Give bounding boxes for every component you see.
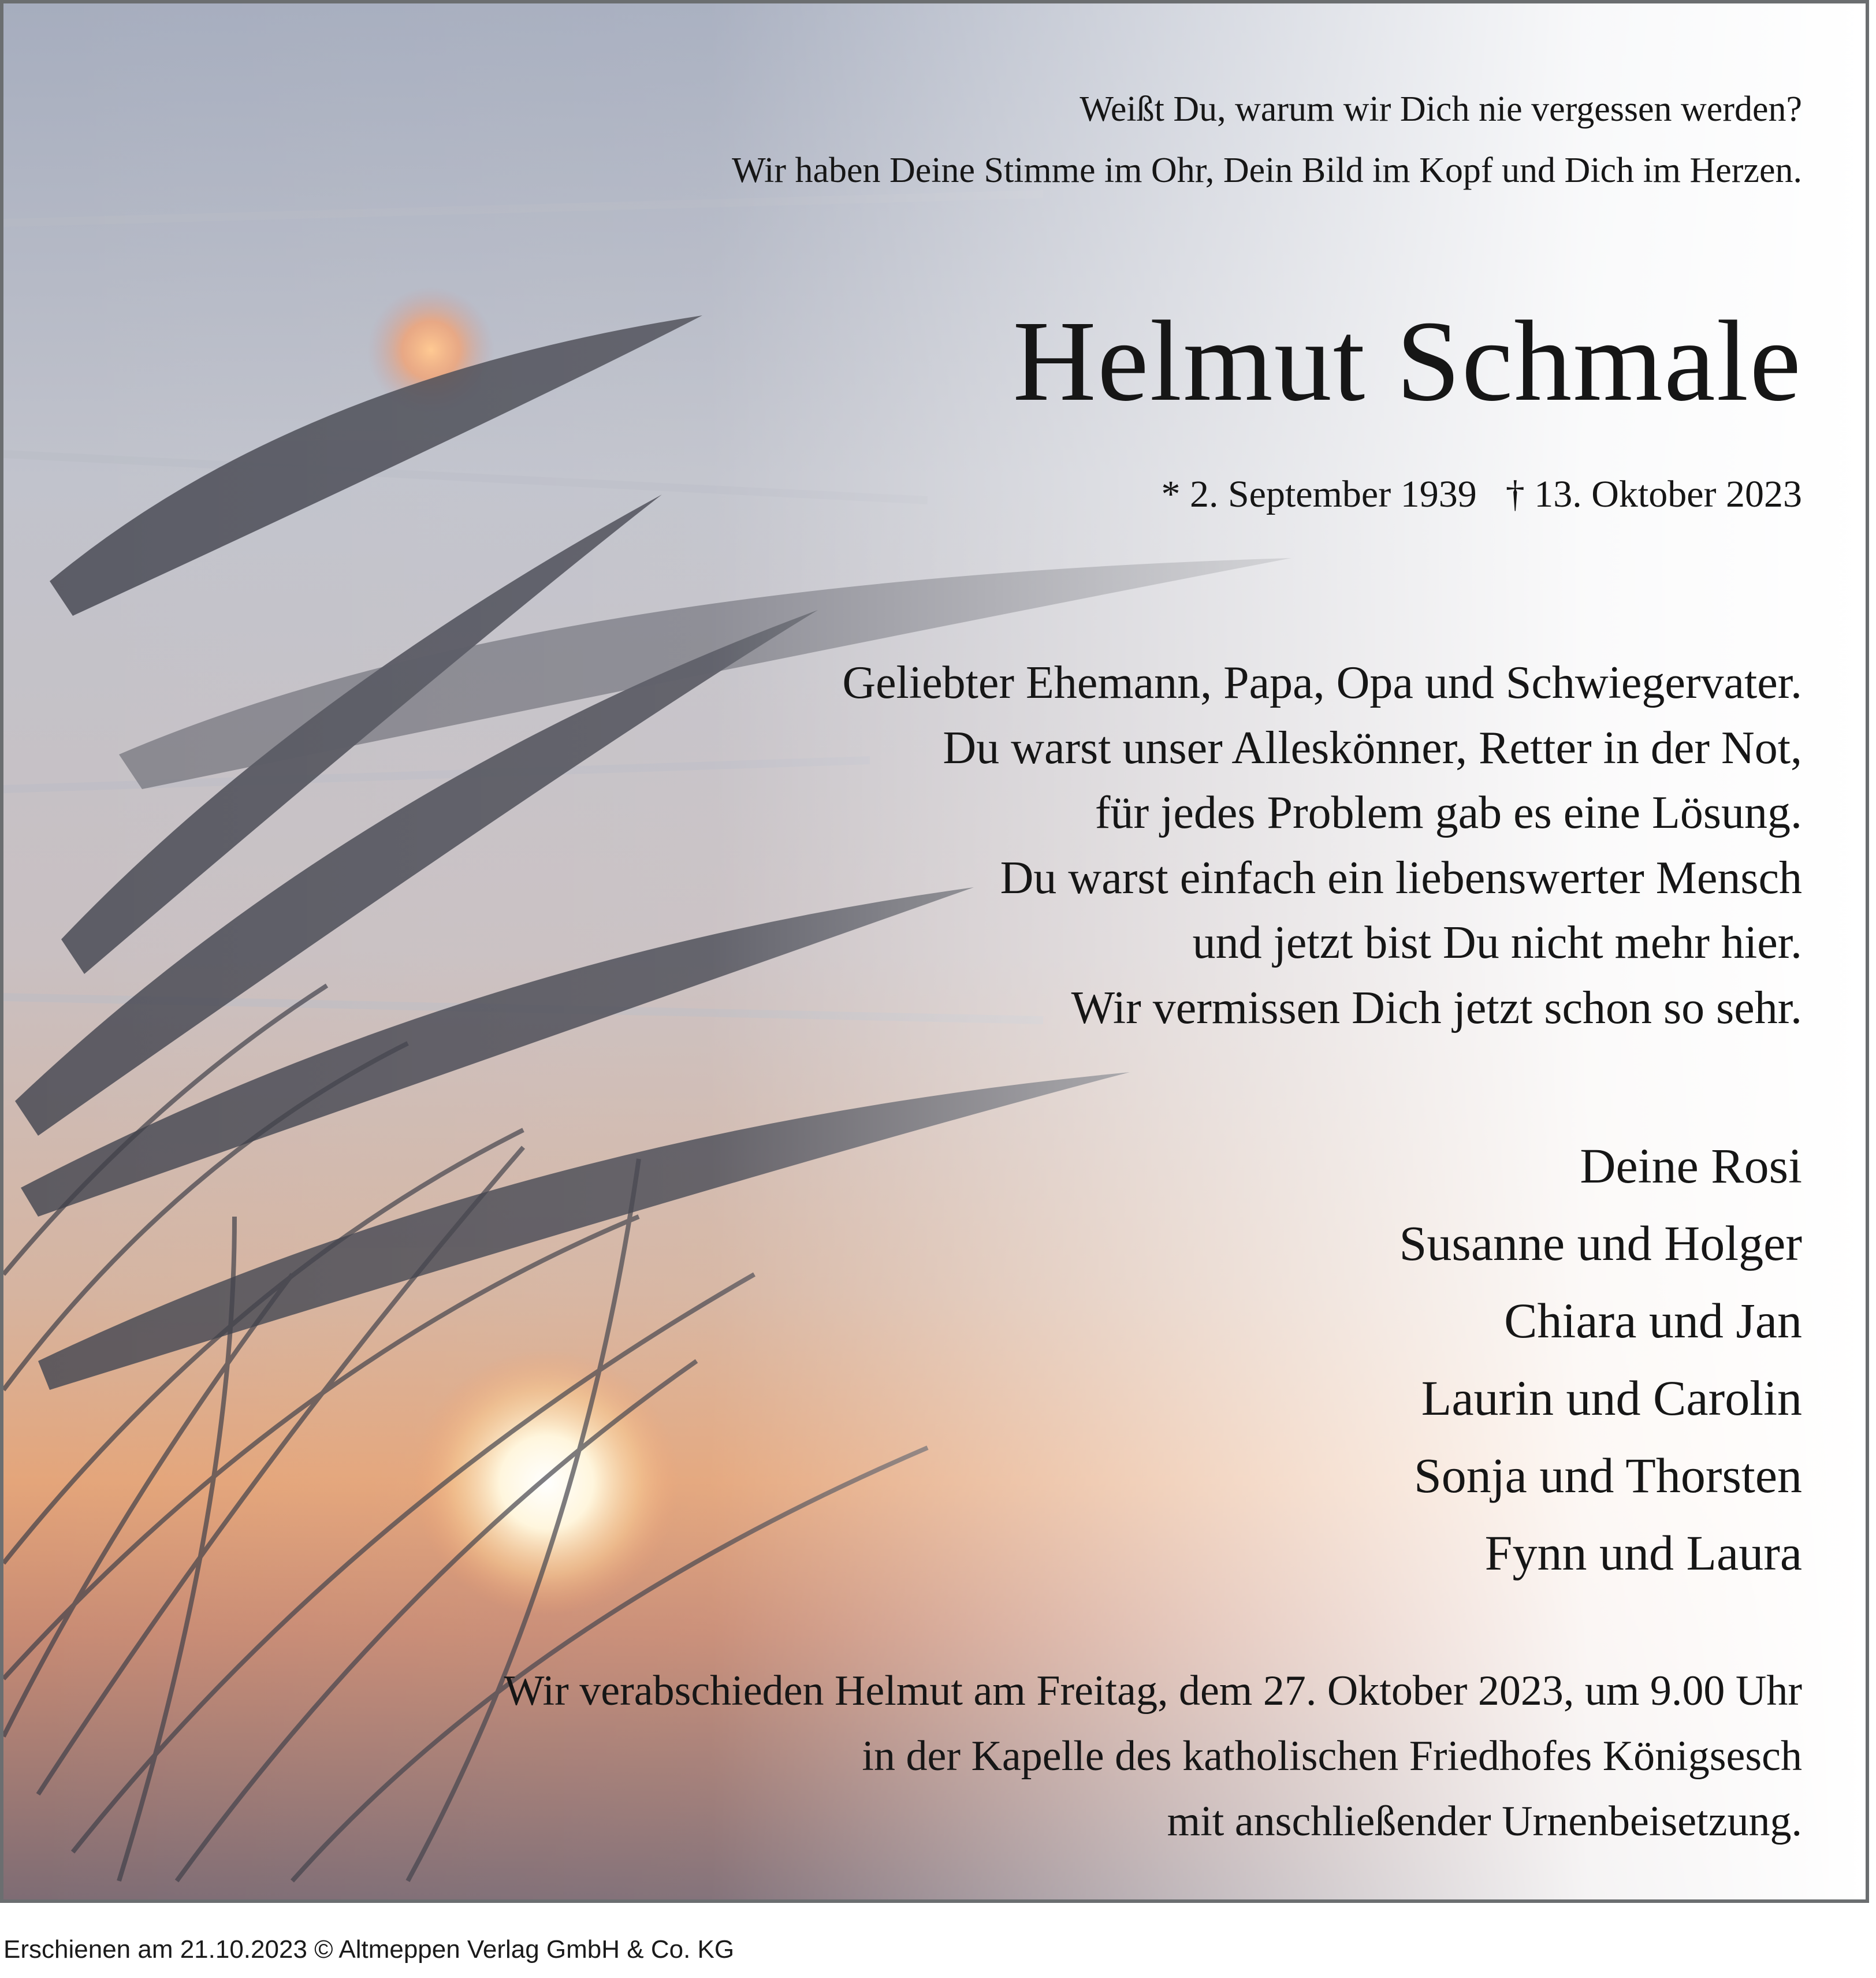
verse-line: Wir haben Deine Stimme im Ohr, Dein Bild im Kopf und Dich im Herzen. [732,151,1802,190]
mourner-name: Chiara und Jan [1504,1293,1802,1348]
death-date: † 13. Oktober 2023 [1505,473,1802,515]
birth-date: * 2. September 1939 [1161,473,1477,515]
mourner-name: Laurin und Carolin [1421,1370,1802,1426]
mourner-name: Susanne und Holger [1399,1215,1802,1271]
funeral-line: in der Kapelle des katholischen Friedhofes Königsesch [862,1732,1802,1780]
mourner-name: Sonja und Thorsten [1413,1448,1802,1503]
tribute-poem [842,650,1802,1041]
poem-line: Du warst unser Alleskönner, Retter in der Not, [943,722,1802,774]
mourner-name: Fynn und Laura [1484,1525,1802,1581]
verse-line: Weißt Du, warum wir Dich nie vergessen werden? [1080,90,1802,129]
poem-line: Geliebter Ehemann, Papa, Opa und Schwiegervater. [842,657,1802,708]
deceased-name: Helmut Schmale [1013,298,1802,425]
funeral-line: Wir verabschieden Helmut am Freitag, dem 27. Oktober 2023, um 9.00 Uhr [504,1667,1802,1715]
poem-line: für jedes Problem gab es eine Lösung. [1095,787,1802,839]
mourner-name: Deine Rosi [1580,1138,1802,1194]
opening-verse [732,79,1802,201]
funeral-line: mit anschließender Urnenbeisetzung. [1167,1798,1802,1845]
poem-line: Du warst einfach ein liebenswerter Mensch [1000,852,1802,904]
poem-line: und jetzt bist Du nicht mehr hier. [1192,917,1802,969]
life-dates [1161,466,1802,523]
publication-footer: Erschienen am 21.10.2023 © Altmeppen Verlag GmbH & Co. KG [3,1935,735,1964]
mourners-list [1399,1127,1802,1592]
funeral-details [504,1659,1802,1854]
poem-line: Wir vermissen Dich jetzt schon so sehr. [1071,982,1802,1033]
